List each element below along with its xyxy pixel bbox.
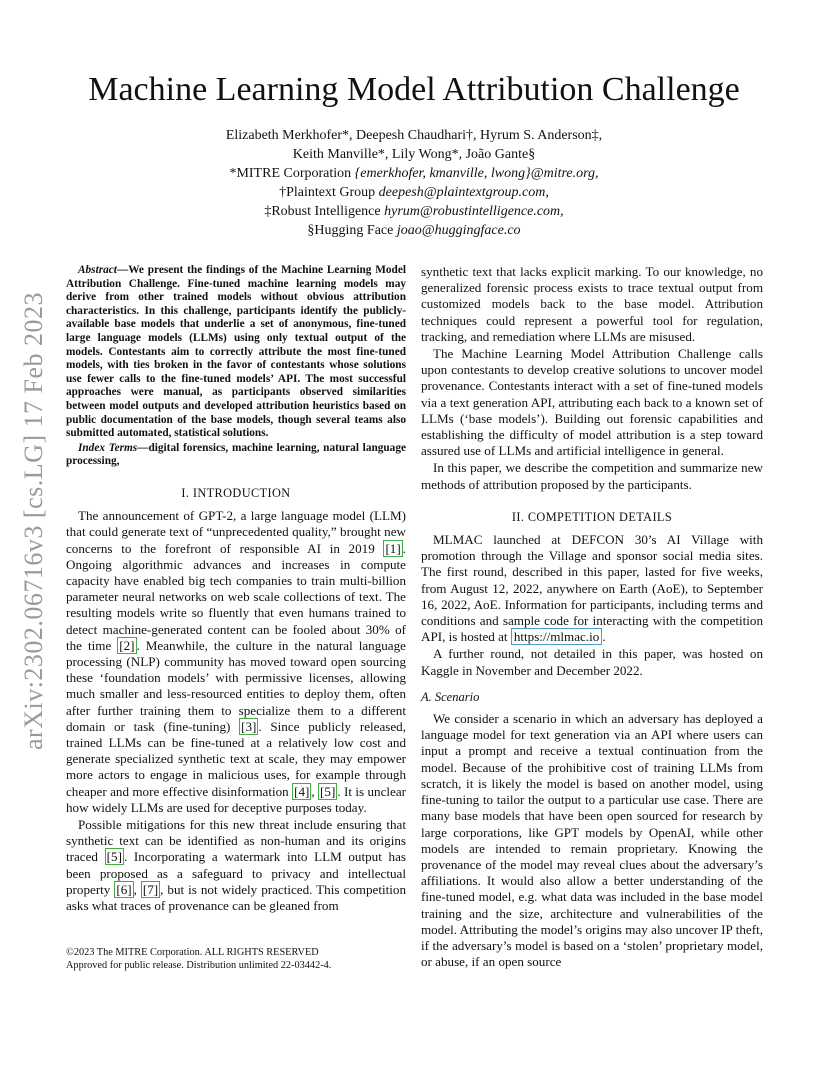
mlmac-link[interactable]: https://mlmac.io bbox=[511, 628, 602, 645]
footnote-line: Approved for public release. Distribution unlimited 22-03442-4. bbox=[66, 959, 332, 971]
paragraph: A further round, not detailed in this paper, was hosted on Kaggle in November and December 2022. bbox=[421, 646, 763, 678]
affiliation-plaintext: †Plaintext Group deepesh@plaintextgroup.com, bbox=[279, 185, 549, 200]
citation-link[interactable]: [4] bbox=[294, 783, 310, 799]
section-heading-competition-details: II. COMPETITION DETAILS bbox=[511, 509, 673, 524]
email: joao@huggingface.co bbox=[396, 223, 521, 238]
arxiv-stamp[interactable]: arXiv:2302.06716v3 [cs.LG] 17 Feb 2023 bbox=[19, 291, 48, 750]
paragraph: synthetic text that lacks explicit marking. To our knowledge, no generalized forensic process exists to trace textual output from customized models back to the base model. Attribution techniques could represent a powerful tool for regulation, tracking, and remediation where LLMs are misused. bbox=[421, 264, 763, 344]
affiliation-huggingface: §Hugging Face joao@huggingface.co bbox=[307, 223, 521, 238]
index-terms-text: —digital forensics, machine learning, natural language processing, bbox=[66, 441, 406, 468]
paper-title: Machine Learning Model Attribution Challenge bbox=[88, 71, 740, 108]
affiliation-mitre: *MITRE Corporation {emerkhofer, kmanville, lwong}@mitre.org, bbox=[229, 166, 599, 181]
citation-link[interactable]: [5] bbox=[320, 783, 336, 799]
abstract bbox=[66, 264, 406, 469]
email: deepesh@plaintextgroup.com, bbox=[378, 185, 549, 200]
paragraph: The announcement of GPT-2, a large language model (LLM) that could generate text of “unprecedented quality,” brought new concerns to the forefront of responsible AI in 2019 [1] . Ongoing algorithmic advances and increases in compute capacity have enabled big tech companies to train multi-billion parameter neural networks on web scale collections of text. The resulting models write so fluently that even humans trained to detect machine-generated content can be fooled about 30% of the time [2] . Meanwhile, the culture in the natural language processing (NLP) community has moved toward open sourcing these ‘foundation models’ with permissive licenses, allowing much smaller and less-resourced entities to deploy them, often after further training them to specialize them to a different domain or task (fine-tuning) [3] . Since publicly released, trained LLMs can be fine-tuned at a relatively low cost and generate specialized synthetic text at scale, they may empower more actors to engage in malicious uses, for example through cheaper and more effective disinformation [4] , [5] . It is unclear how widely LLMs are used for deceptive purposes today. bbox=[66, 508, 407, 815]
left-column bbox=[66, 264, 406, 914]
email: hyrum@robustintelligence.com, bbox=[384, 204, 564, 219]
abstract-text: —We present the findings of the Machine Learning Model Attribution Challenge. Fine-tuned machine learning models may derive from other trained models without obvious attribution characteristics. In this challenge, participants identify the publicly-available base models that underlie a set of anonymous, fine-tuned large language models (LLMs) using only textual output of the models. Contestants aim to correctly attribute the most fine-tuned models, with ties broken in the favor of contestants whose solutions use fewer calls to the fine-tuned models’ API. The most successful approaches were manual, as participants observed similarities between model outputs and developed attribution heuristics based on public documentation of the base models, though several teams also submitted automated, statistical solutions. bbox=[66, 264, 406, 440]
abstract-label: Abstract bbox=[78, 264, 117, 276]
paragraph: In this paper, we describe the competition and summarize new methods of attribution proposed by the participants. bbox=[421, 460, 763, 492]
author-line: Keith Manville*, Lily Wong*, João Gante§ bbox=[292, 147, 536, 162]
section-heading-introduction: I. INTRODUCTION bbox=[181, 485, 291, 500]
copyright-footnote bbox=[66, 947, 406, 972]
footnote-line: ©2023 The MITRE Corporation. ALL RIGHTS RESERVED bbox=[66, 947, 319, 958]
citation-link[interactable]: [1] bbox=[385, 540, 401, 556]
subsection-heading-scenario: A. Scenario bbox=[421, 689, 480, 704]
affiliation-robust: ‡Robust Intelligence hyrum@robustintelligence.com, bbox=[264, 204, 564, 219]
citation-link[interactable]: [5] bbox=[106, 849, 122, 865]
paragraph: We consider a scenario in which an adversary has deployed a language model for text generation via an API where users can input a prompt and receive a textual continuation from the model. Because of the prohibitive cost of training LLMs from scratch, it is likely the model is based on another model, using fine-tuning to tailor the output to a particular use case. There are many base models that have been open sourced for research by large corporations, like GPT models by OpenAI, while other models are intended to remain proprietary. Knowing the provenance of the model may reveal clues about the adversary’s affiliations. It would also allow a better understanding of the fine-tuned model, e.g. what data was included in the base model training and the size, architecture and vulnerabilities of the model. Attributing the model’s origins may also uncover IP theft, if the adversary’s model is based on a ‘stolen’ proprietary model, or abuse, if an open source bbox=[421, 711, 763, 970]
citation-link[interactable]: [2] bbox=[119, 637, 135, 653]
citation-link[interactable]: [6] bbox=[116, 881, 132, 897]
citation-link[interactable]: [7] bbox=[142, 881, 159, 897]
email: {emerkhofer, kmanville, lwong}@mitre.org, bbox=[354, 166, 599, 181]
citation-link[interactable]: [3] bbox=[241, 718, 257, 734]
right-column bbox=[421, 264, 763, 970]
author-line: Elizabeth Merkhofer*, Deepesh Chaudhari†, Hyrum S. Anderson‡, bbox=[225, 128, 603, 143]
paragraph: MLMAC launched at DEFCON 30’s AI Village with promotion through the Village and sponsor social media sites. The first round, described in this paper, lasted for five weeks, from August 12, 2022, anywhere on Earth (AoE), to September 16, 2022, AoE. Information for participants, including terms and conditions and sample code for interacting with the competition API, is hosted at https://mlmac.io . bbox=[421, 532, 763, 645]
paragraph: The Machine Learning Model Attribution Challenge calls upon contestants to develop creative solutions to uncover model provenance. Contestants interact with a set of fine-tuned models via a text generation API, attributing each back to a known set of LLMs (‘base models’). Building out forensic capabilities and establishing the difficulty of model attribution is a step toward assured use of LLMs and artificial intelligence in general. bbox=[421, 346, 763, 459]
index-terms-label: Index Terms bbox=[78, 441, 138, 454]
paragraph: Possible mitigations for this new threat include ensuring that synthetic text can be identified as non-human and its origins traced [5] . Incorporating a watermark into LLM output has been proposed as a safeguard to privacy and intellectual property [6] , [7] , but is not widely practiced. This competition asks what traces of provenance can be gleaned from bbox=[66, 816, 406, 913]
author-block bbox=[0, 126, 828, 240]
